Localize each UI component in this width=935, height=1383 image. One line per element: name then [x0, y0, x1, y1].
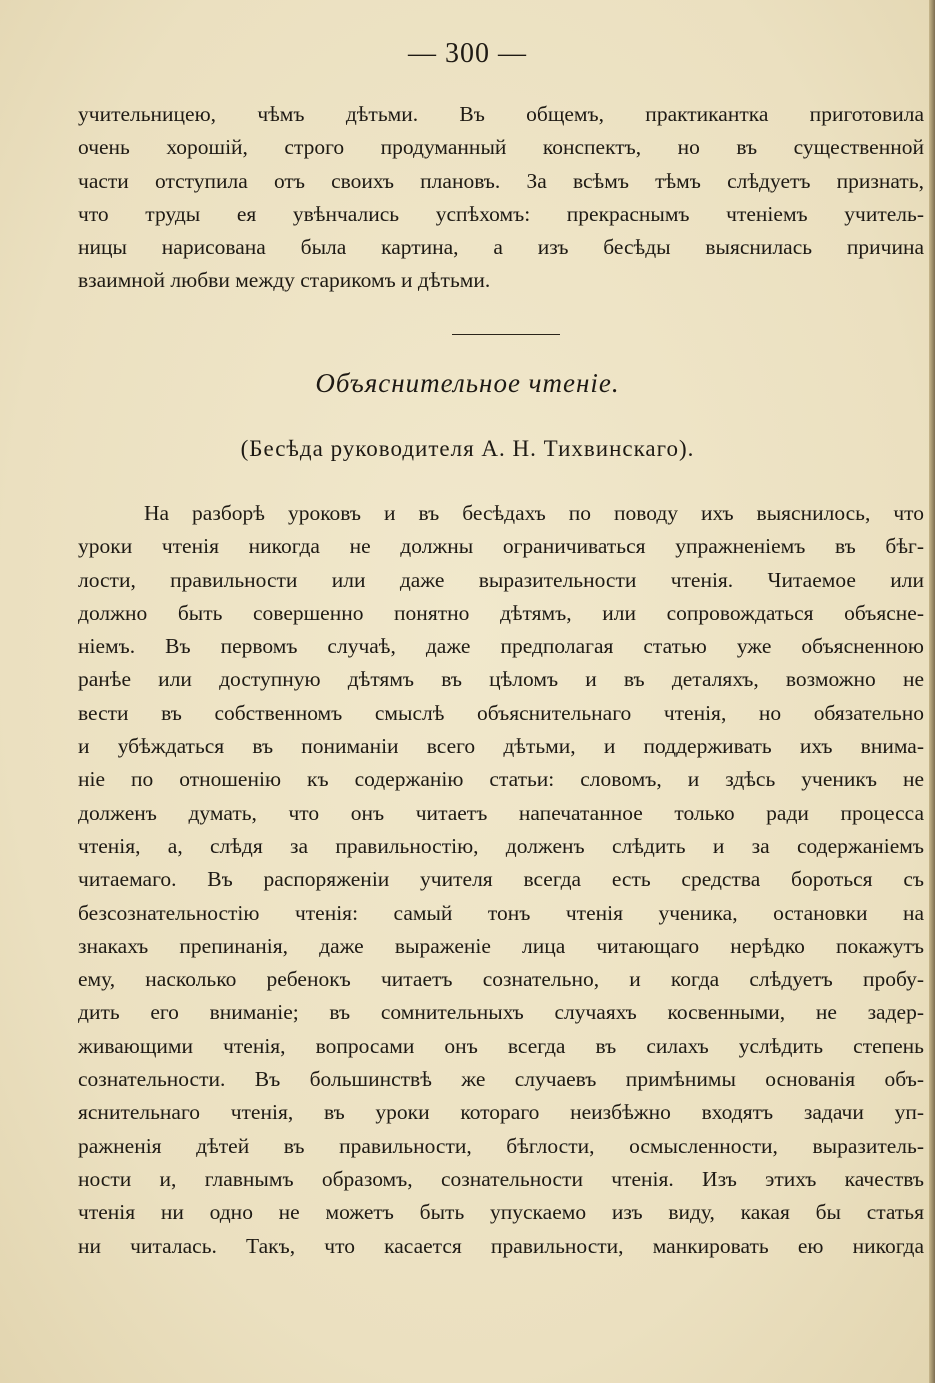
text-line: ніемъ. Въ первомъ случаѣ, даже предполагая статью уже объясненною — [78, 634, 924, 659]
section-subheading: (Бесѣда руководителя А. Н. Тихвинскаго). — [240, 436, 695, 461]
text-line: и убѣждаться въ пониманіи всего дѣтьми, и поддерживать ихъ внима- — [78, 734, 924, 759]
text-line: сознательности. Въ большинствѣ же случаевъ примѣнимы основанія объ- — [78, 1067, 924, 1092]
section-divider — [452, 334, 560, 335]
text-line: долженъ думать, что онъ читаетъ напечатанное только ради процесса — [78, 800, 924, 825]
text-line: ни читалась. Такъ, что касается правильности, манкировать ею никогда — [78, 1233, 924, 1258]
text-line: учительницею, чѣмъ дѣтьми. Въ общемъ, практикантка приготовила — [78, 102, 924, 126]
text-line: части отступила отъ своихъ плановъ. За всѣмъ тѣмъ слѣдуетъ признать, — [78, 168, 924, 193]
section-heading: Объяснительное чтеніе. — [315, 368, 620, 398]
text-line: ніе по отношенію къ содержанію статьи: словомъ, и здѣсь ученикъ не — [78, 767, 924, 792]
text-line: чтенія, а, слѣдя за правильностію, долженъ слѣдить и за содержаніемъ — [78, 833, 924, 858]
text-line: чтенія ни одно не можетъ быть упускаемо изъ виду, какая бы статья — [78, 1200, 924, 1225]
text-line: яснительнаго чтенія, въ уроки котораго неизбѣжно входятъ задачи уп- — [78, 1100, 924, 1125]
text-line: вести въ собственномъ смыслѣ объяснительнаго чтенія, но обязательно — [78, 700, 924, 725]
text-line: ему, насколько ребенокъ читаетъ сознательно, и когда слѣдуетъ пробу- — [78, 967, 924, 992]
text-line: безсознательностію чтенія: самый тонъ чтенія ученика, остановки на — [78, 900, 924, 925]
main-paragraph — [78, 497, 924, 1263]
text-line: уроки чтенія никогда не должны ограничиваться упражненіемъ въ бѣг- — [78, 534, 924, 559]
text-line: должно быть совершенно понятно дѣтямъ, или сопровождаться объясне- — [78, 600, 924, 625]
page-binding-edge — [929, 0, 935, 1383]
page-number: — 300 — — [408, 38, 527, 69]
text-line: На разборѣ уроковъ и въ бесѣдахъ по поводу ихъ выяснилось, что — [144, 501, 924, 525]
top-paragraph — [78, 98, 924, 298]
text-line: знакахъ препинанія, даже выраженіе лица читающаго нерѣдко покажутъ — [78, 933, 924, 958]
text-line: лости, правильности или даже выразительности чтенія. Читаемое или — [78, 567, 924, 592]
text-line: ности и, главнымъ образомъ, сознательности чтенія. Изъ этихъ качествъ — [78, 1166, 924, 1191]
text-line: ражненія дѣтей въ правильности, бѣглости, осмысленности, выразитель- — [78, 1133, 924, 1158]
text-line: очень хорошій, строго продуманный конспектъ, но въ существенной — [78, 135, 924, 160]
text-line: ницы нарисована была картина, а изъ бесѣды выяснилась причина — [78, 235, 924, 260]
text-line: что труды ея увѣнчались успѣхомъ: прекраснымъ чтеніемъ учитель- — [78, 201, 924, 226]
text-line: взаимной любви между старикомъ и дѣтьми. — [78, 268, 491, 293]
text-line: читаемаго. Въ распоряженіи учителя всегда есть средства бороться съ — [78, 867, 924, 892]
text-line: ранѣе или доступную дѣтямъ въ цѣломъ и въ деталяхъ, возможно не — [78, 667, 924, 692]
text-line: дить его вниманіе; въ сомнительныхъ случаяхъ косвенными, не задер- — [78, 1000, 924, 1025]
text-line: живающими чтенія, вопросами онъ всегда въ силахъ услѣдить степень — [78, 1033, 924, 1058]
